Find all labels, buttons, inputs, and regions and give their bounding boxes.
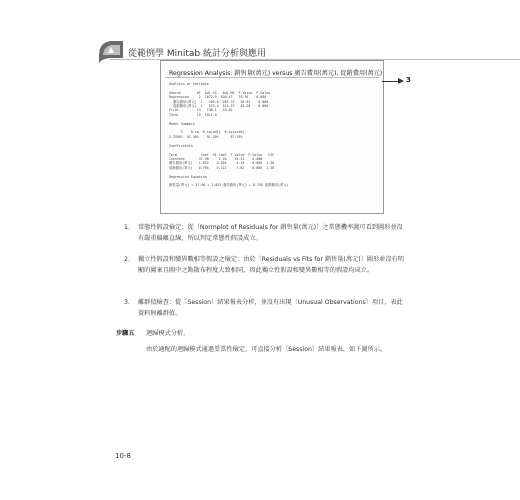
session-line: 3.25901 92.38% 91.20% 87.76% [169,134,243,139]
item-number: 2. [124,256,130,263]
session-line: Constant 37.90 2.44 15.51 0.000 [169,156,263,161]
item-text: 獨立性假設和變異數相等假設之檢定：由於〔Residuals vs Fits for 銷售量(萬元)〕圖形並沒有明顯的圖案且圖中之點散布程度大致相同，因此獨立性假設和變異數相等的假設均成立。 [138,256,404,274]
session-line: 促銷費用(萬元) 0.795 0.113 7.02 0.000 1.30 [169,165,275,170]
session-line: Regression Equation [169,174,207,179]
callout-number: 3 [406,76,411,84]
session-line: Source DF Adj SS Adj MS F-Value P-Value [169,90,271,95]
session-line: 廣告費用(萬元) 1.052 0.203 5.19 0.000 1.30 [169,161,275,166]
session-line: 促銷費用(萬元) 1 523.4 523.37 49.28 0.000 [169,104,269,109]
item-text: 離群值檢查：從〔Session〕結果報表分析，並沒有出現〔Unusual Observations〕項目，表此資料無離群值。 [138,299,403,317]
callout-arrow-icon [398,78,404,84]
session-line: 廣告費用(萬元) 1 285.8 285.75 26.91 0.000 [169,99,269,104]
session-line: Model Summary [169,121,195,126]
session-line: Coefficients [169,143,193,148]
step-label: 步驟五 [116,330,135,337]
step-heading-text: 迴歸模式分析。 [146,330,190,337]
regression-analysis-title: Regression Analysis: 銷售量(萬元) versus 廣告費用(萬元), 促銷費用(萬元) [169,70,383,77]
session-line: 銷售量(萬元) = 37.90 + 1.052 廣告費用(萬元) + 0.795 促銷費用(萬元) [169,183,289,188]
session-line: Total 15 1811.0 [169,112,217,117]
page-number: 10-8 [115,452,131,460]
item-number: 1. [124,224,130,231]
item-number: 3. [124,299,130,306]
session-line: Term Coef SE Coef T-Value P-Value VIF [169,152,275,157]
session-divider [165,77,379,78]
session-line: S R-sq R-sq(adj) R-sq(pred) [169,130,245,135]
item-text: 常態性假設檢定：從〔Normplot of Residuals for 銷售量(萬元)〕之常態機率圖可看到圖形並沒有嚴重偏離直線，所以判定常態性假設成立。 [138,224,403,242]
step-text: 由於適配的迴歸模式通過妥當性檢定，可直接分析〔Session〕結果報表，如下圖所示。 [146,346,387,353]
session-line: Regression 2 1672.9 836.47 78.76 0.000 [169,95,267,100]
header-title: 從範例學 Minitab 統計分析與應用 [128,49,266,59]
session-line: Analysis of Variance [169,82,209,86]
session-line: Error 13 138.1 10.62 [169,108,233,113]
minitab-session-window [160,60,384,214]
session-output [169,82,289,188]
